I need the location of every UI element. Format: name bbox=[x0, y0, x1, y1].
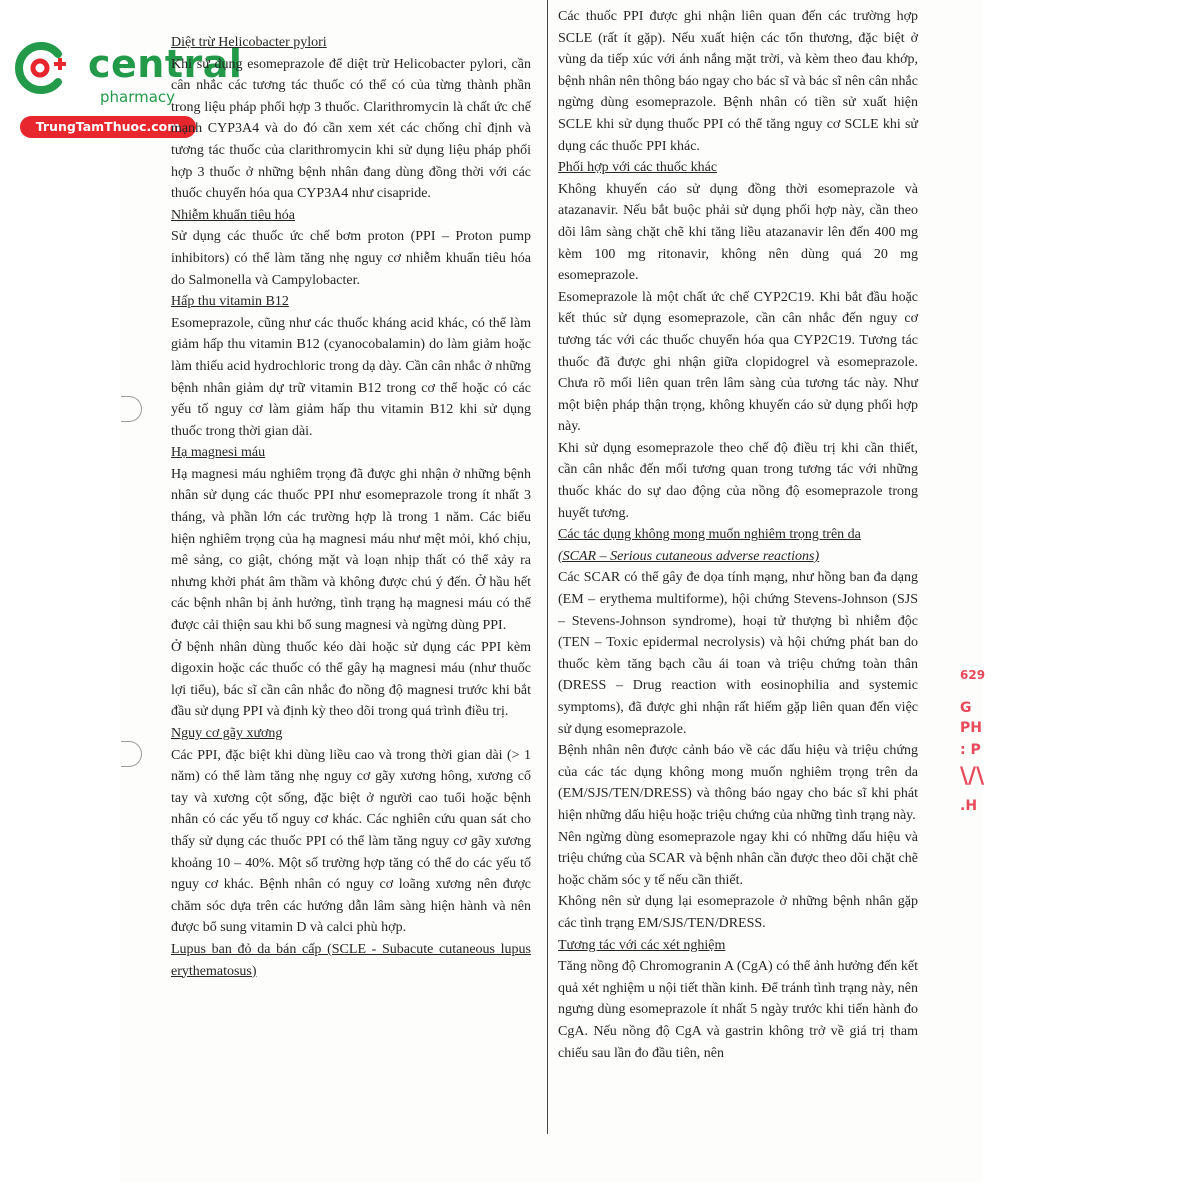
section-heading: Phối hợp với các thuốc khác bbox=[558, 160, 718, 176]
paragraph: Sử dụng các thuốc ức chế bơm proton (PPI – Proton pump inhibitors) có thể làm tăng nhẹ nguy cơ nhiễm khuẩn tiêu hóa do Salmonella và Campylobacter. bbox=[171, 229, 531, 288]
paragraph: Các SCAR có thể gây đe dọa tính mạng, như hồng ban đa dạng (EM – erythema multiforme), hội chứng Stevens-Johnson (SJS – Stevens-Johnson syndrome), hoại tử thượng bì nhiễm độc (TEN – Toxic epidermal necrolysis) và hội chứng phát ban do thuốc kèm tăng bạch cầu ái toan và triệu chứng toàn thân (DRESS – Drug reaction with eosinophilia and systemic symptoms), đã được ghi nhận rất hiếm gặp liên quan đến việc sử dụng esomeprazole. bbox=[558, 570, 918, 737]
stamp-fragment bbox=[956, 664, 990, 824]
section-heading: Nguy cơ gãy xương bbox=[171, 726, 283, 741]
right-column bbox=[558, 6, 918, 1064]
paragraph: Không nên sử dụng lại esomeprazole ở những bệnh nhân gặp các tình trạng EM/SJS/TEN/DRESS. bbox=[558, 894, 918, 931]
stamp-text: 629 bbox=[960, 668, 986, 682]
paragraph: Nên ngừng dùng esomeprazole ngay khi có những dấu hiệu và triệu chứng của SCAR và bệnh nhân cần được theo dõi chặt chẽ hoặc chăm sóc y tế nếu cần thiết. bbox=[558, 829, 918, 888]
paragraph: Esomeprazole, cũng như các thuốc kháng acid khác, có thể làm giảm hấp thu vitamin B12 (cyanocobalamin) do làm giảm hoặc làm thiếu acid hydrochloric trong dạ dày. Cần cân nhắc ở những bệnh nhân giảm dự trữ vitamin B12 trong cơ thể hoặc có các yếu tố nguy cơ làm giảm hấp thu vitamin B12 khi sử dụng thuốc trong thời gian dài. bbox=[171, 315, 531, 439]
stamp-text: G bbox=[960, 700, 972, 716]
stamp-text: : P bbox=[960, 742, 981, 758]
paragraph: Khi sử dụng esomeprazole theo chế độ điều trị khi cần thiết, cần cân nhắc đến mối tương quan trong tương tác với những thuốc khác do sự dao động của nồng độ esomeprazole trong huyết tương. bbox=[558, 440, 918, 521]
paragraph: Các PPI, đặc biệt khi dùng liều cao và trong thời gian dài (> 1 năm) có thể làm tăng nhẹ nguy cơ gãy xương hông, xương cổ tay và xương cột sống, đặc biệt ở người cao tuổi hoặc bệnh nhân có các yếu tố nguy cơ khác. Các nghiên cứu quan sát cho thấy sử dụng các thuốc PPI có thể làm tăng nguy cơ gãy xương khoảng 10 – 40%. Một số trường hợp tăng có thể do các yếu tố nguy cơ khác. Bệnh nhân có nguy cơ loãng xương nên được chăm sóc dựa trên các hướng dẫn lâm sàng hiện hành và nên được bổ sung vitamin D và calci phù hợp. bbox=[171, 747, 531, 936]
section-heading: Nhiễm khuẩn tiêu hóa bbox=[171, 207, 296, 223]
paragraph: Bệnh nhân nên được cảnh báo về các dấu hiệu và triệu chứng của các tác dụng không mong muốn nghiêm trọng trên da (EM/SJS/TEN/DRESS) và thông báo ngay cho bác sĩ khi phát hiện những dấu hiệu hoặc triệu chứng của những tình trạng này. bbox=[558, 743, 918, 823]
logo-brand-text: central bbox=[88, 42, 243, 86]
paragraph: Ở bệnh nhân dùng thuốc kéo dài hoặc sử dụng các PPI kèm digoxin hoặc các thuốc có thể gây hạ magnesi máu (như thuốc lợi tiểu), bác sĩ cần cân nhắc đo nồng độ magnesi trước khi bắt đầu sử dụng PPI và định kỳ theo dõi trong quá trình điều trị. bbox=[171, 639, 531, 720]
stamp-text: \/\ bbox=[960, 764, 985, 789]
stamp-text: .H bbox=[960, 798, 978, 814]
paragraph: Các thuốc PPI được ghi nhận liên quan đến các trường hợp SCLE (rất ít gặp). Nếu xuất hiện các tổn thương, đặc biệt ở vùng da tiếp xúc với ánh nắng mặt trời, và kèm theo đau khớp, bệnh nhân nên thông báo ngay cho bác sĩ và bác sĩ nên cân nhắc ngừng dùng esomeprazole. Bệnh nhân có tiền sử xuất hiện SCLE khi sử dụng thuốc PPI có thể tăng nguy cơ SCLE khi sử dụng các thuốc PPI khác. bbox=[558, 9, 918, 154]
paragraph: Không khuyến cáo sử dụng đồng thời esomeprazole và atazanavir. Nếu bắt buộc phải sử dụng phối hợp này, cần theo dõi lâm sàng chặt chẽ khi tăng liều atazanavir lên đến 400 mg kèm 100 mg ritonavir, không nên dùng quá 20 mg esomeprazole. bbox=[558, 181, 918, 284]
paragraph: Tăng nồng độ Chromogranin A (CgA) có thể ảnh hưởng đến kết quả xét nghiệm u nội tiết thần kinh. Để tránh tình trạng này, nên ngưng dùng esomeprazole ít nhất 5 ngày trước khi tiến hành đo CgA. Nếu nồng độ CgA và gastrin không trở về giá trị tham chiếu sau lần đo đầu tiên, nên bbox=[558, 959, 918, 1061]
logo-mark-icon bbox=[14, 40, 70, 96]
section-heading: Tương tác với các xét nghiệm bbox=[558, 937, 726, 953]
paragraph: Hạ magnesi máu nghiêm trọng đã được ghi nhận ở những bệnh nhân sử dụng các thuốc PPI như esomeprazole trong ít nhất 3 tháng, và phần lớn các trường hợp là trong 1 năm. Các biểu hiện nghiêm trọng của hạ magnesi máu như mệt mỏi, khó chịu, mê sảng, co giật, chóng mặt và loạn nhịp thất có thể xảy ra nhưng khởi phát âm thầm và không được chú ý đến. Ở hầu hết các bệnh nhân bị ảnh hưởng, tình trạng hạ magnesi máu có thể được cải thiện sau khi bổ sung magnesi và ngừng dùng PPI. bbox=[171, 466, 531, 634]
section-heading: Hạ magnesi máu bbox=[171, 445, 266, 461]
left-column bbox=[171, 32, 531, 982]
section-heading: Hấp thu vitamin B12 bbox=[171, 294, 289, 310]
logo-sub-text: pharmacy bbox=[100, 88, 176, 106]
section-heading: Lupus ban đỏ da bán cấp (SCLE - Subacute cutaneous lupus erythematosus) bbox=[171, 941, 531, 979]
section-heading: (SCAR – Serious cutaneous adverse reactions) bbox=[558, 548, 820, 564]
paragraph: Esomeprazole là một chất ức chế CYP2C19. Khi bắt đầu hoặc kết thúc sử dụng esomeprazole, cần cân nhắc đến nguy cơ tương tác với các thuốc chuyển hóa qua CYP2C19. Tương tác thuốc đã được ghi nhận giữa clopidogrel và esomeprazole. Chưa rõ mối liên quan trên lâm sàng của tương tác này. Như một biện pháp thận trọng, không khuyến cáo sử dụng phối hợp này. bbox=[558, 289, 918, 435]
paragraph: Khi sử dụng esomeprazole để diệt trừ Helicobacter pylori, cần cân nhắc các tương tác thuốc có thể có của từng thành phần trong liệu pháp phối hợp 3 thuốc. Clarithromycin là chất ức chế mạnh CYP3A4 và do đó cần xem xét các chống chỉ định và tương tác thuốc của clarithromycin khi sử dụng liệu pháp phối hợp 3 thuốc ở những bệnh nhân đang dùng đồng thời với các thuốc chuyển hóa qua CYP3A4 như cisapride. bbox=[171, 56, 531, 202]
logo-site-text: TrungTamThuoc.com bbox=[20, 116, 196, 138]
section-heading: Các tác dụng không mong muốn nghiêm trọng trên da bbox=[558, 527, 861, 543]
stamp-text: PH bbox=[960, 720, 982, 736]
column-divider bbox=[547, 0, 548, 1134]
section-heading: Diệt trừ Helicobacter pylori bbox=[171, 35, 327, 50]
